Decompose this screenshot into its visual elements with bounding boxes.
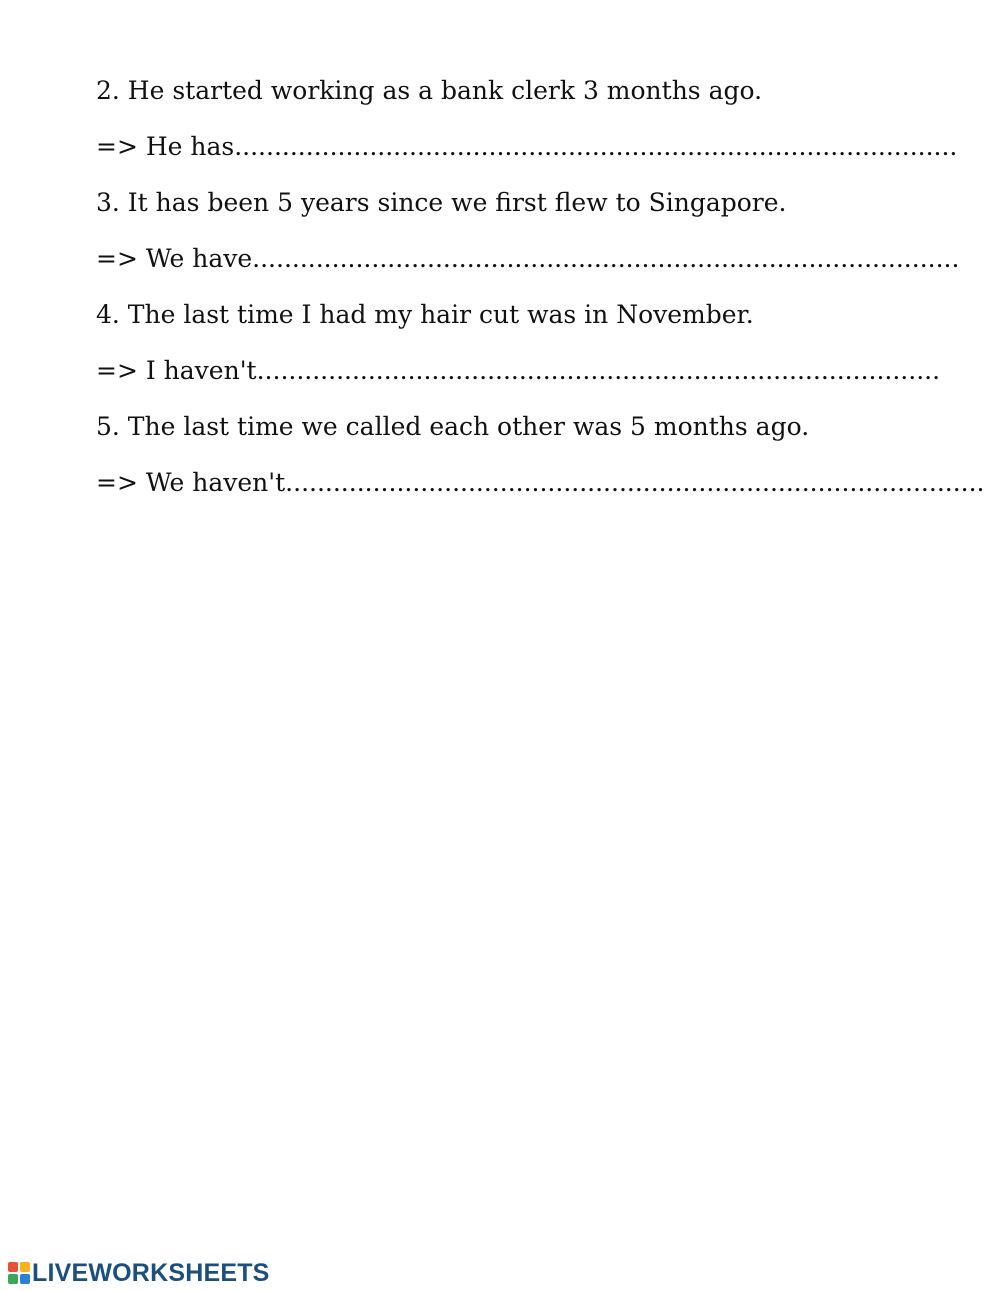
question-4: 4. The last time I had my hair cut was in November. [96, 300, 754, 329]
answer-prompt-4: => I haven't...................................................................................... [96, 356, 941, 385]
liveworksheets-logo[interactable] [8, 1258, 270, 1288]
answer-prompt-2: => He has........................................................................................... [96, 132, 958, 161]
question-2: 2. He started working as a bank clerk 3 months ago. [96, 76, 763, 105]
answer-prompt-5: => We haven't........................................................................................ [96, 468, 985, 497]
liveworksheets-logo-icon [8, 1262, 30, 1284]
question-3: 3. It has been 5 years since we first flew to Singapore. [96, 188, 787, 217]
question-5: 5. The last time we called each other was 5 months ago. [96, 412, 810, 441]
logo-text: LIVEWORKSHEETS [32, 1258, 270, 1287]
answer-prompt-3: => We have......................................................................................... [96, 244, 960, 273]
